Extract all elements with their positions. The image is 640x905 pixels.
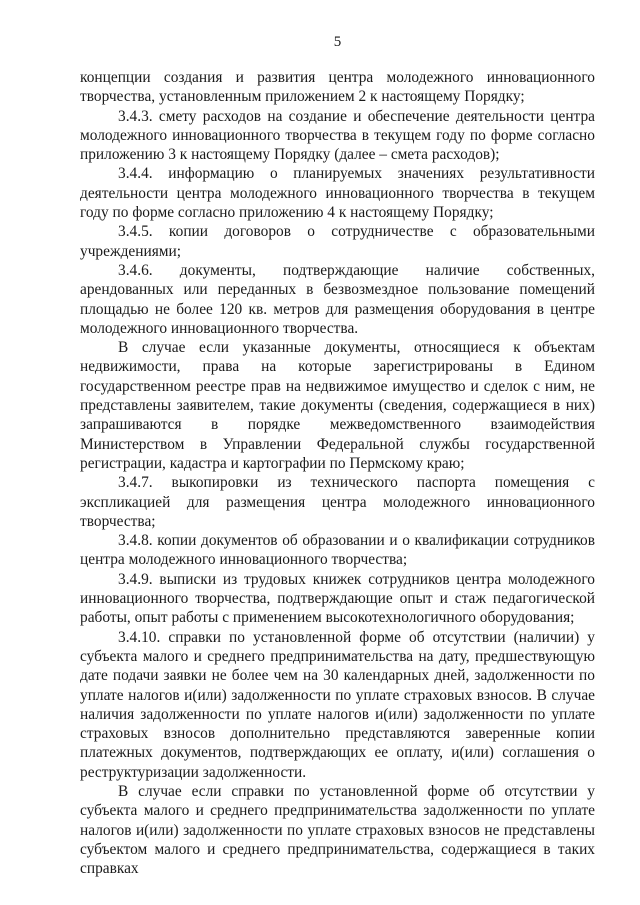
document-page [80,32,595,878]
paragraph: концепции создания и развития центра молодежного инновационного творчества, установленным приложением 2 к настоящему Порядку; [80,69,595,106]
paragraph: 3.4.8. копии документов об образовании и о квалификации сотрудников центра молодежного инновационного творчества; [80,532,595,569]
document-body [80,68,595,878]
paragraph: 3.4.7. выкопировки из технического паспорта помещения с экспликацией для размещения центра молодежного инновационного творчества; [80,474,595,530]
paragraph: 3.4.5. копии договоров о сотрудничестве с образовательными учреждениями; [80,223,595,260]
paragraph: 3.4.9. выписки из трудовых книжек сотрудников центра молодежного инновационного творчества, подтверждающие опыт и стаж педагогической работы, опыт работы с применением высокотехнологичного оборудования; [80,570,595,627]
page-number: 5 [333,34,342,50]
paragraph: 3.4.6. документы, подтверждающие наличие собственных, арендованных или переданных в безвозмездное пользование помещений площадью не более 120 кв. метров для размещения оборудования в центре молодежного инновационного творчества. [80,261,595,337]
paragraph: 3.4.3. смету расходов на создание и обеспечение деятельности центра молодежного инновационного творчества в текущем году по форме согласно приложению 3 к настоящему Порядку (далее – смета расходов); [80,107,595,164]
paragraph: В случае если справки по установленной форме об отсутствии у субъекта малого и среднего предпринимательства задолженности по уплате налогов и(или) задолженности по уплате страховых взносов не представлены субъектом малого и среднего предпринимательства, содержащиеся в таких справках [80,782,595,878]
paragraph: В случае если указанные документы, относящиеся к объектам недвижимости, права на которые зарегистрированы в Едином государственном реестре прав на недвижимое имущество и сделок с ним, не представлены заявителем, такие документы (сведения, содержащиеся в них) запрашиваются в порядке межведомственного взаимодействия Министерством в Управлении Федеральной службы государственной регистрации, кадастра и картографии по Пермскому краю; [80,339,595,472]
paragraph: 3.4.10. справки по установленной форме об отсутствии (наличии) у субъекта малого и среднего предпринимательства на дату, предшествующую дате подачи заявки не более чем на 30 календарных дней, задолженности по уплате налогов и(или) задолженности по уплате страховых взносов. В случае наличия задолженности по уплате налогов и(или) задолженности по уплате страховых взносов дополнительно представляются заверенные копии платежных документов, подтверждающих ее оплату, и(или) соглашения о реструктуризации задолженности. [80,628,595,781]
paragraph: 3.4.4. информацию о планируемых значениях результативности деятельности центра молодежного инновационного творчества в текущем году по форме согласно приложению 4 к настоящему Порядку; [80,165,595,222]
